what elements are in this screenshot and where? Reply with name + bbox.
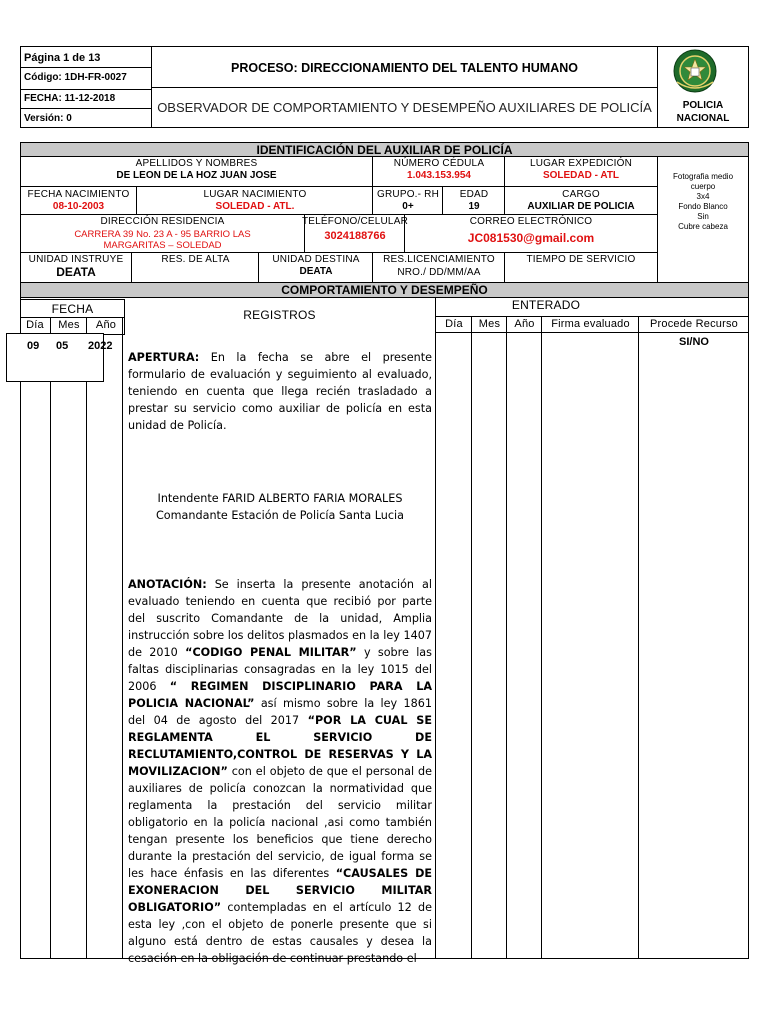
- signer-role: Comandante Estación de Policía Santa Lucia: [156, 509, 404, 522]
- informed-year-label: Año: [514, 318, 535, 330]
- photo-line: 3x4: [696, 192, 710, 201]
- page-number: Página 1 de 13: [24, 52, 101, 64]
- record-entry: [128, 349, 432, 434]
- instructing-unit-label: UNIDAD INSTRUYE: [28, 254, 124, 265]
- names-value: DE LEON DE LA HOZ JUAN JOSE: [116, 170, 277, 181]
- email-value: JC081530@gmail.com: [467, 231, 595, 245]
- dest-unit-label: UNIDAD DESTINA: [272, 254, 360, 265]
- header-left-divider-3: [20, 108, 152, 109]
- anotacion-part-3: así mismo sobre la ley 1861 del 04 de agosto del 2017: [128, 697, 432, 727]
- expedition-label: LUGAR EXPEDICIÓN: [529, 158, 633, 169]
- names-label: APELLIDOS Y NOMBRES: [135, 158, 258, 169]
- photo-line: Sin: [697, 212, 709, 221]
- photo-line: Fondo Blanco: [678, 202, 728, 211]
- sign-label: Firma evaluado: [551, 318, 630, 330]
- position-label: CARGO: [562, 189, 600, 200]
- blood-value: 0+: [402, 201, 414, 212]
- photo-line: Fotografia medio: [672, 172, 734, 181]
- date-col-line: [87, 317, 123, 959]
- document-version: Versión: 0: [24, 113, 72, 124]
- entry-month: 05: [56, 340, 69, 352]
- year-label: Año: [95, 319, 117, 331]
- police-shield-logo: [673, 48, 717, 94]
- document-code: Código: 1DH-FR-0027: [24, 72, 127, 83]
- anotacion-part-5: contempladas en el artículo 12 de esta ley ,con el objeto de ponerle presente que si alguno está dentro de estas causales y desea la cesación en la obligación de continuar prestando el: [128, 901, 432, 965]
- anotacion-part-2: y sobre las faltas disciplinarias consagradas en la ley 1015 del 2006: [128, 646, 432, 693]
- informed-col-line: [472, 316, 507, 959]
- position-value: AUXILIAR DE POLICIA: [527, 201, 635, 212]
- address-line-1: CARRERA 39 No. 23 A - 95 BARRIO LAS: [74, 229, 251, 240]
- cedula-label: NÚMERO CÉDULA: [393, 158, 485, 169]
- informed-col-line: [436, 316, 472, 959]
- identification-section-title: IDENTIFICACIÓN DEL AUXILIAR DE POLICÍA: [20, 142, 749, 157]
- anotacion-part-4: con el objeto de que el personal de auxiliares de policía conozcan la normatividad que reglamenta la prestación del servicio militar obligatorio en la policía nacional ,asi como también tengan presente los beneficios que tiene derecho durante la prestación del servicio, de igual forma se les hace énfasis en las diferentes: [128, 765, 432, 880]
- anotacion-label: ANOTACIÓN:: [128, 578, 207, 591]
- informed-col-line: [507, 316, 542, 959]
- phone-label: TELÉFONO/CELULAR: [301, 216, 408, 227]
- appeal-label: Procede Recurso: [650, 318, 738, 330]
- entry-year: 2022: [88, 340, 113, 352]
- photo-line: cuerpo: [690, 182, 716, 191]
- dest-unit-value: DEATA: [299, 266, 333, 277]
- age-value: 19: [468, 201, 480, 212]
- anotacion-keyword-1: “CODIGO PENAL MILITAR”: [185, 646, 357, 659]
- instructing-unit-value: DEATA: [56, 265, 96, 279]
- cedula-value: 1.043.153.954: [407, 170, 471, 181]
- signer-name: Intendente FARID ALBERTO FARIA MORALES: [157, 492, 403, 505]
- document-date: FECHA: 11-12-2018: [24, 93, 116, 104]
- date-label: FECHA: [51, 302, 94, 316]
- address-line-2: MARGARITAS – SOLEDAD: [103, 240, 222, 251]
- header-divider: [152, 87, 657, 88]
- expedition-value: SOLEDAD - ATL: [542, 170, 620, 181]
- age-label: EDAD: [459, 189, 489, 200]
- anotacion-keyword-2: “ REGIMEN DISCIPLINARIO PARA LA POLICIA NACIONAL”: [128, 680, 432, 710]
- header-left-divider-2: [20, 89, 152, 90]
- photo-placeholder: [658, 172, 748, 232]
- informed-month-label: Mes: [478, 318, 501, 330]
- anotacion-part-1: Se inserta la presente anotación al evaluado teniendo en cuenta que recibió por parte del suscrito Comandante de la unidad, Amplia instrucción sobre los delitos plasmados en la ley 1407 de 2010: [128, 578, 432, 659]
- month-label: Mes: [58, 319, 80, 331]
- email-label: CORREO ELECTRÓNICO: [469, 216, 593, 227]
- header-left-divider-1: [20, 67, 152, 68]
- date-col-line: [51, 317, 87, 959]
- birthdate-label: FECHA NACIMIENTO: [27, 189, 130, 200]
- informed-day-label: Día: [445, 318, 463, 330]
- apertura-label: APERTURA:: [128, 351, 200, 364]
- date-col-line: [20, 317, 51, 959]
- logo-text-policia: POLICIA: [682, 100, 724, 111]
- blood-label: GRUPO.- RH: [377, 189, 439, 200]
- informed-col-line: [542, 316, 639, 959]
- res-alta-label: RES. DE ALTA: [161, 254, 230, 265]
- entry-day: 09: [27, 340, 40, 352]
- anotacion-keyword-4: “CAUSALES DE EXONERACION DEL SERVICIO MILITAR OBLIGATORIO”: [128, 867, 432, 914]
- appeal-value: SI/NO: [679, 336, 709, 348]
- birthplace-label: LUGAR NACIMIENTO: [203, 189, 307, 200]
- records-label: REGISTROS: [243, 308, 316, 322]
- form-title: OBSERVADOR DE COMPORTAMIENTO Y DESEMPEÑO AUXILIARES DE POLICÍA: [157, 100, 652, 115]
- anotacion-entry: [128, 576, 432, 965]
- res-lic-label: RES.LICENCIAMIENTO: [383, 254, 495, 265]
- apertura-text: En la fecha se abre el presente formulario de evaluación y seguimiento al evaluado, teniendo en cuenta que llega recién trasladado a prestar su servicio como auxiliar de policía en esta unidad de Policía.: [128, 351, 432, 432]
- logo-text-nacional: NACIONAL: [676, 113, 730, 124]
- anotacion-keyword-3: “POR LA CUAL SE REGLAMENTA EL SERVICIO DE RECLUTAMIENTO,CONTROL DE RESERVAS Y LA MOVILIZACION”: [128, 714, 432, 778]
- service-time-label: TIEMPO DE SERVICIO: [526, 254, 636, 265]
- birthplace-value: SOLEDAD - ATL.: [215, 201, 295, 212]
- address-label: DIRECCIÓN RESIDENCIA: [100, 216, 225, 227]
- phone-value: 3024188766: [324, 230, 386, 242]
- birthdate-value: 08-10-2003: [52, 201, 105, 212]
- photo-line: Cubre cabeza: [678, 222, 728, 231]
- process-title: PROCESO: DIRECCIONAMIENTO DEL TALENTO HUMANO: [230, 61, 578, 75]
- behavior-section-title: COMPORTAMIENTO Y DESEMPEÑO: [20, 282, 749, 298]
- day-label: Día: [26, 319, 44, 331]
- informed-label: ENTERADO: [511, 298, 581, 312]
- res-lic-sub: NRO./ DD/MM/AA: [397, 267, 481, 278]
